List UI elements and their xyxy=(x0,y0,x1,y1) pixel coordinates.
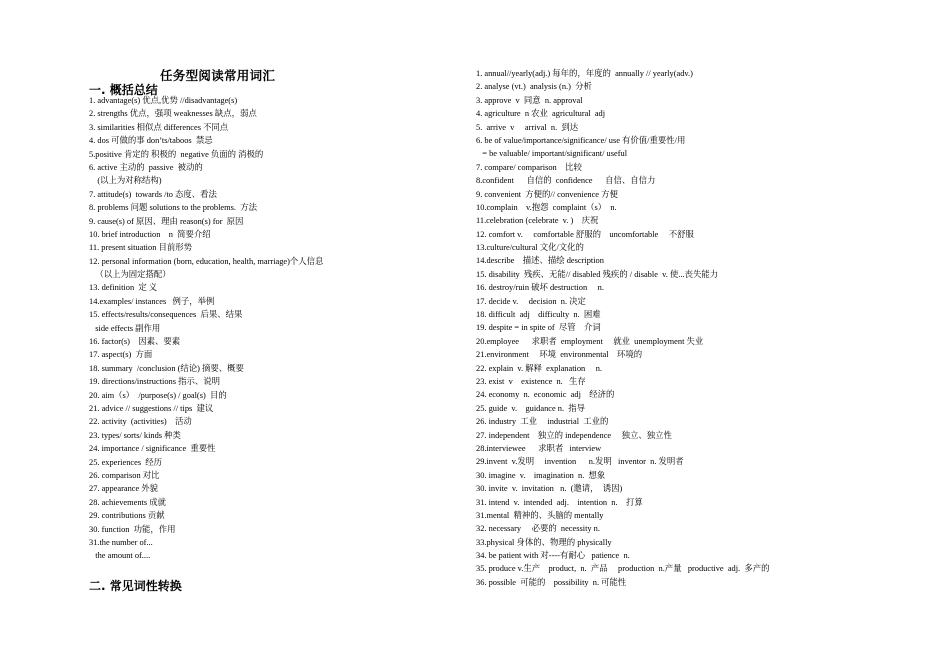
right-vocab-entry: 16. destroy/ruin 破坏 destruction n. xyxy=(476,283,604,293)
left-vocab-entry: 10. brief introduction n 简要介绍 xyxy=(89,229,211,239)
right-vocab-entry: 34. be patient with 对----有耐心 patience n. xyxy=(476,551,630,561)
right-vocab-entry: 11.celebration (celebrate v. ) 庆祝 xyxy=(476,216,599,226)
right-vocab-entry: 22. explain v. 解释 explanation n. xyxy=(476,363,602,373)
right-vocab-entry: 24. economy n. economic adj 经济的 xyxy=(476,390,615,400)
left-word-list xyxy=(89,94,459,563)
left-vocab-entry: 12. personal information (born, education, health, marriage)个人信息 xyxy=(89,256,324,266)
right-word-list xyxy=(476,67,916,589)
left-vocab-entry: 21. advice // suggestions // tips 建议 xyxy=(89,403,214,413)
left-vocab-entry: 9. cause(s) of 原因、理由 reason(s) for 原因 xyxy=(89,216,244,226)
left-vocab-entry: (以上为对称结构) xyxy=(89,176,162,186)
right-vocab-entry: 27. independent 独立的 independence 独立、独立性 xyxy=(476,430,672,440)
right-vocab-entry: 33.physical 身体的、物理的 physically xyxy=(476,537,612,547)
left-vocab-entry: 7. attitude(s) towards /to 态度、看法 xyxy=(89,189,217,199)
left-vocab-entry: 27. appearance 外貌 xyxy=(89,484,159,494)
left-vocab-entry: 29. contributions 贡献 xyxy=(89,511,165,521)
left-vocab-entry: 23. types/ sorts/ kinds 种类 xyxy=(89,430,181,440)
right-vocab-entry: 9. convenient 方便的// convenience 方便 xyxy=(476,189,618,199)
right-vocab-entry: 20.employee 求职者 employment 就业 unemployment 失业 xyxy=(476,336,704,346)
right-vocab-entry: 28.interviewee 求职者 interview xyxy=(476,443,602,453)
right-vocab-entry: 15. disability 残疾、无能// disabled 残疾的 / disable v. 使...丧失能力 xyxy=(476,269,719,279)
right-vocab-entry: 18. difficult adj difficulty n. 困难 xyxy=(476,310,601,320)
left-vocab-entry: 1. advantage(s) 优点,优势 //disadvantage(s) xyxy=(89,96,238,105)
right-vocab-entry: 31.mental 精神的、头脑的 mentally xyxy=(476,510,604,520)
left-vocab-entry: 16. factor(s) 因素、要素 xyxy=(89,337,181,347)
left-vocab-entry: 17. aspect(s) 方面 xyxy=(89,350,153,360)
left-vocab-entry: 14.examples/ instances 例子，举例 xyxy=(89,296,215,306)
left-vocab-entry: the amount of.... xyxy=(89,551,151,561)
right-vocab-entry: 21.environment 环境 environmental 环境的 xyxy=(476,350,643,360)
right-vocab-entry: 23. exist v existence n. 生存 xyxy=(476,376,586,386)
right-vocab-entry: 32. necessary 必要的 necessity n. xyxy=(476,524,600,534)
right-vocab-entry: 36. possible 可能的 possibility n. 可能性 xyxy=(476,577,627,587)
right-vocab-entry: 7. compare/ comparison 比较 xyxy=(476,162,582,172)
left-vocab-entry: 5.positive 肯定的 积极的 negative 负面的 消极的 xyxy=(89,149,264,159)
left-vocab-entry: 15. effects/results/consequences 后果、结果 xyxy=(89,310,243,320)
right-vocab-entry: 3. approve v 同意 n. approval xyxy=(476,95,583,105)
left-vocab-entry: 28. achievements 成就 xyxy=(89,497,166,507)
left-vocab-entry: 20. aim（s） /purpose(s) / goal(s) 目的 xyxy=(89,390,227,400)
left-vocab-entry: 6. active 主动的 passive 被动的 xyxy=(89,162,203,172)
left-vocab-entry: 31.the number of... xyxy=(89,537,153,547)
left-vocab-entry: 30. function 功能，作用 xyxy=(89,524,176,534)
left-vocab-entry: 18. summary /conclusion (结论) 摘要、概要 xyxy=(89,363,244,373)
left-vocab-entry: 26. comparison 对比 xyxy=(89,470,160,480)
right-vocab-entry: 10.complain v.抱怨 complaint（s） n. xyxy=(476,202,617,212)
right-vocab-entry: 26. industry 工业 industrial 工业的 xyxy=(476,417,609,427)
right-vocab-entry: 30. imagine v. imagination n. 想象 xyxy=(476,470,606,480)
right-vocab-entry: = be valuable/ important/significant/ useful xyxy=(476,149,628,159)
right-vocab-entry: 4. agriculture n 农业 agricultural adj xyxy=(476,109,606,119)
right-vocab-entry: 2. analyse (vt.) analysis (n.) 分析 xyxy=(476,82,592,92)
left-vocab-entry: 3. similarities 相似点 differences 不同点 xyxy=(89,122,229,132)
right-vocab-entry: 17. decide v. decision n. 决定 xyxy=(476,296,586,306)
section-heading-conversion: 二. 常见词性转换 xyxy=(89,579,182,593)
right-vocab-entry: 19. despite = in spite of 尽管 介词 xyxy=(476,323,601,333)
right-vocab-entry: 6. be of value/importance/significance/ use 有价值/重要性/用 xyxy=(476,135,686,145)
left-vocab-entry: 2. strengths 优点，强项 weaknesses 缺点，弱点 xyxy=(89,109,257,119)
left-vocab-entry: 4. dos 可做的事 don’ts/taboos 禁忌 xyxy=(89,136,213,146)
left-vocab-entry: 24. importance / significance 重要性 xyxy=(89,444,216,454)
right-vocab-entry: 8.confident 自信的 confidence 自信、自信力 xyxy=(476,176,656,186)
section-heading-summary: 一. 概括总结 xyxy=(89,83,158,97)
right-vocab-entry: 30. invite v. invitation n. (邀请， 诱因) xyxy=(476,484,623,494)
right-vocab-entry: 12. comfort v. comfortable 舒服的 uncomfortable 不舒服 xyxy=(476,229,694,239)
right-vocab-entry: 35. produce v.生产 product, n. 产品 production n.产量 productive adj. 多产的 xyxy=(476,564,770,574)
right-vocab-entry: 25. guide v. guidance n. 指导 xyxy=(476,403,586,413)
left-vocab-entry: 11. present situation 目前形势 xyxy=(89,243,192,253)
right-vocab-entry: 31. intend v. intended adj. intention n. 打算 xyxy=(476,497,643,507)
left-vocab-entry: side effects 副作用 xyxy=(89,323,161,333)
right-vocab-entry: 5. arrive v arrival n. 到达 xyxy=(476,122,579,132)
left-vocab-entry: 8. problems 问题 solutions to the problems. 方法 xyxy=(89,203,257,213)
left-vocab-entry: 22. activity (activities) 活动 xyxy=(89,417,192,427)
right-vocab-entry: 29.invent v.发明 invention n.发明 inventor n. 发明者 xyxy=(476,457,684,467)
left-vocab-entry: 25. experiences 经历 xyxy=(89,457,163,467)
right-vocab-entry: 14.describe 描述、描绘 description xyxy=(476,256,604,266)
left-vocab-entry: （以上为固定搭配） xyxy=(89,270,171,280)
left-vocab-entry: 13. definition 定 义 xyxy=(89,283,158,293)
right-vocab-entry: 13.culture/cultural 文化/文化的 xyxy=(476,243,584,253)
right-vocab-entry: 1. annual//yearly(adj.) 每年的，年度的 annually // yearly(adv.) xyxy=(476,69,693,78)
left-vocab-entry: 19. directions/instructions 指示、说明 xyxy=(89,377,220,387)
document-title: 任务型阅读常用词汇 xyxy=(160,68,276,83)
